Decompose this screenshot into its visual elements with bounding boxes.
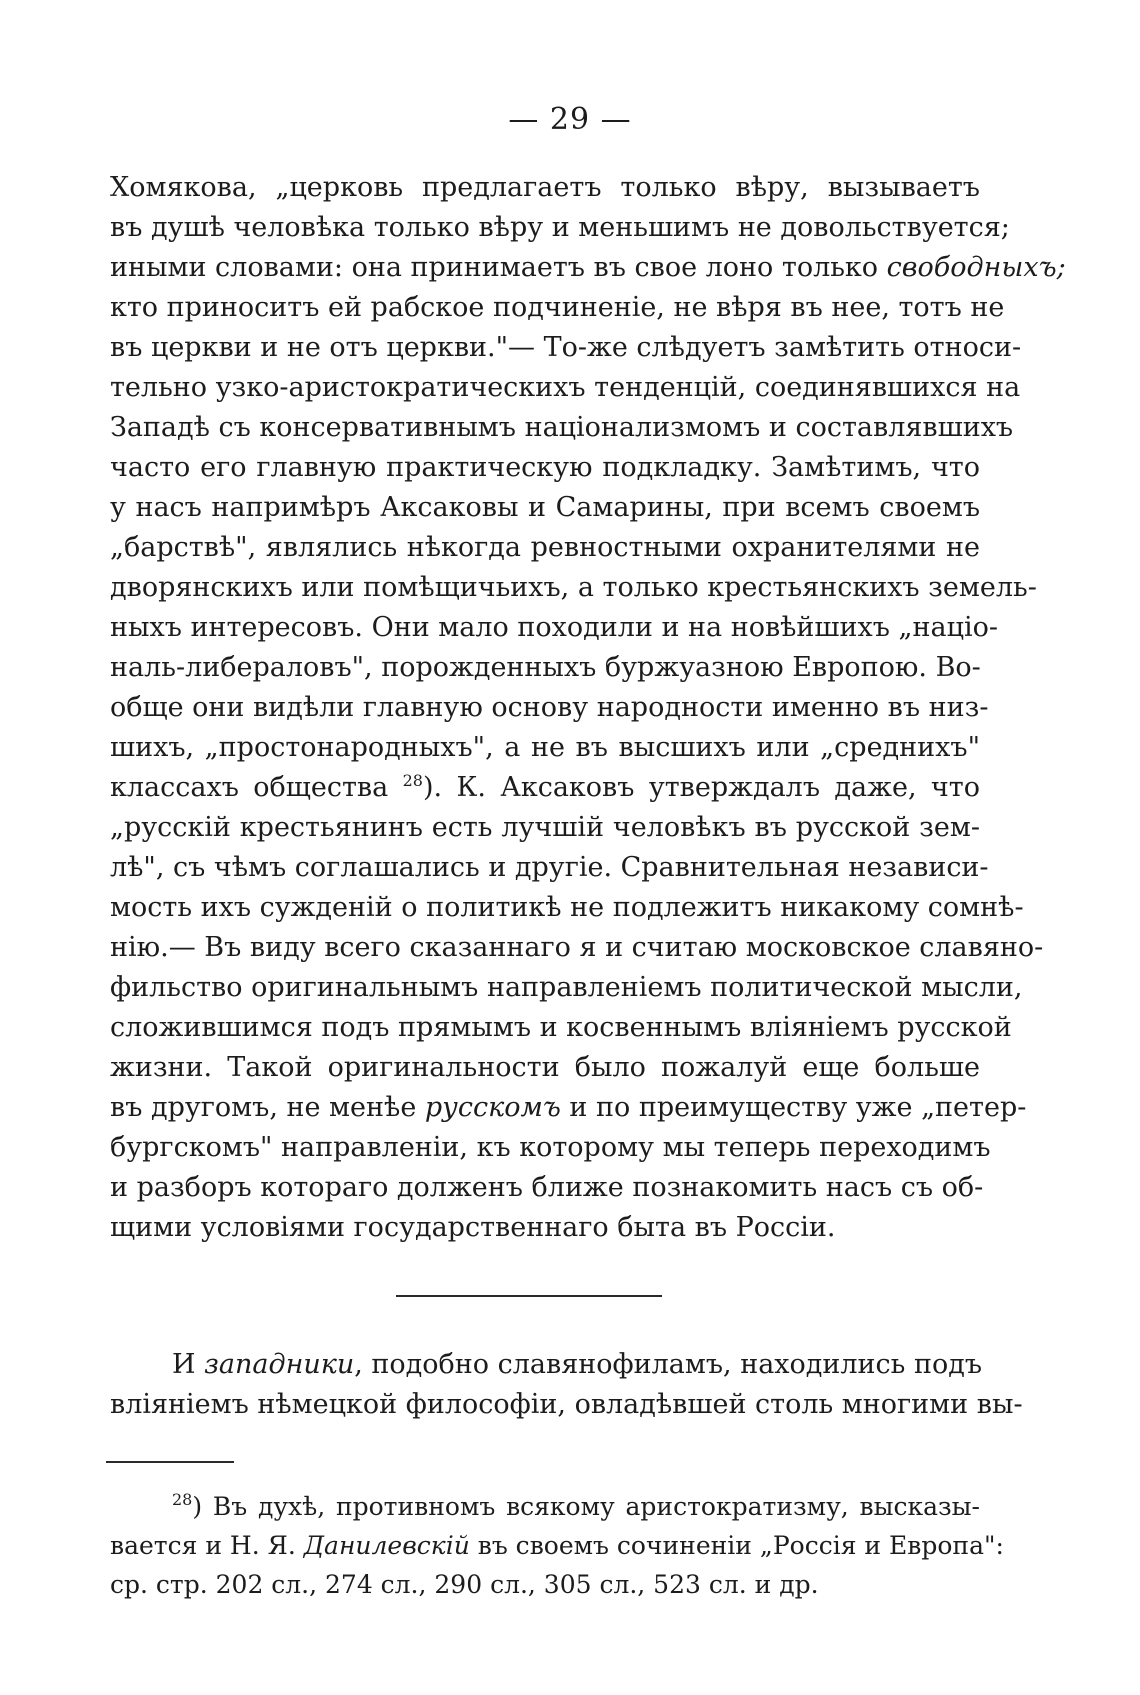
text-line: фильство оригинальнымъ направленіемъ политической мысли, xyxy=(110,972,1023,1003)
footnote-number: 28 xyxy=(172,1490,193,1509)
text-line: часто его главную практическую подкладку. Замѣтимъ, что xyxy=(110,452,980,483)
footnote xyxy=(110,1487,1004,1604)
text-line: тельно узко-аристократическихъ тенденцій, соединявшихся на xyxy=(110,372,1021,403)
text-line: жизни. Такой оригинальности было пожалуй еще больше xyxy=(110,1052,980,1083)
text-fragment: и по преимуществу уже „петер- xyxy=(560,1092,1027,1123)
footnote-line: ср. стр. 202 сл., 274 сл., 290 сл., 305 сл., 523 сл. и др. xyxy=(110,1570,819,1599)
text-fragment: , подобно славянофиламъ, находились подъ xyxy=(354,1349,983,1380)
text-line: „барствѣ", являлись нѣкогда ревностными охранителями не xyxy=(110,532,980,563)
italic-word: русскомъ xyxy=(424,1092,561,1123)
italic-word: западники xyxy=(204,1349,355,1380)
text-fragment: вается и Н. Я. xyxy=(110,1531,304,1560)
text-line: щими условіями государственнаго быта въ Россіи. xyxy=(110,1212,836,1243)
text-fragment: ). К. Аксаковъ утверждалъ даже, что xyxy=(422,772,980,803)
text-line: лѣ", съ чѣмъ соглашались и другіе. Сравнительная независи- xyxy=(110,852,989,883)
text-line xyxy=(110,768,980,808)
text-line xyxy=(110,1088,1027,1128)
text-line: мость ихъ сужденій о политикѣ не подлежитъ никакому сомнѣ- xyxy=(110,892,1024,923)
footnote-reference[interactable]: 28 xyxy=(402,771,423,790)
text-fragment: въ своемъ сочиненіи „Россія и Европа": xyxy=(469,1531,1004,1560)
text-line: кто приноситъ ей рабское подчиненіе, не вѣря въ нее, тотъ не xyxy=(110,292,1005,323)
text-line: дворянскихъ или помѣщичьихъ, а только крестьянскихъ земель- xyxy=(110,572,1037,603)
text-line: иными словами: она принимаетъ въ свое лоно только свободныхъ; xyxy=(110,252,1066,283)
text-line: въ душѣ человѣка только вѣру и меньшимъ не довольствуется; xyxy=(110,212,1010,243)
text-fragment: И xyxy=(172,1349,205,1380)
footnote-line xyxy=(110,1487,980,1526)
text-line: вліяніемъ нѣмецкой философіи, овладѣвшей столь многими вы- xyxy=(110,1389,1023,1420)
text-line: Хомякова, „церковь предлагаетъ только вѣру, вызываетъ xyxy=(110,172,980,203)
text-line: бургскомъ" направленіи, къ которому мы теперь переходимъ xyxy=(110,1132,991,1163)
italic-word: свободныхъ; xyxy=(886,252,1066,283)
italic-word: Данилевскій xyxy=(303,1531,470,1560)
text-line: обще они видѣли главную основу народности именно въ низ- xyxy=(110,692,989,723)
text-line: „русскій крестьянинъ есть лучшій человѣкъ въ русской зем- xyxy=(110,812,980,843)
second-paragraph xyxy=(110,1345,1023,1425)
text-fragment: классахъ общества xyxy=(110,772,389,803)
section-divider xyxy=(396,1295,662,1297)
text-line: и разборъ котораго долженъ ближе познакомить насъ съ об- xyxy=(110,1172,984,1203)
text-fragment: въ другомъ, не менѣе xyxy=(110,1092,417,1123)
text-line: шихъ, „простонародныхъ", а не въ высшихъ или „среднихъ" xyxy=(110,732,980,763)
text-line xyxy=(110,1345,983,1385)
text-line: нію.— Въ виду всего сказаннаго я и считаю московское славяно- xyxy=(110,932,1044,963)
text-line: сложившимся подъ прямымъ и косвеннымъ вліяніемъ русской xyxy=(110,1012,1012,1043)
page-number: — 29 — xyxy=(508,102,632,137)
text-line: наль-либераловъ", порожденныхъ буржуазною Европою. Во- xyxy=(110,652,981,683)
main-paragraph xyxy=(110,168,1066,1248)
text-line: Западѣ съ консервативнымъ націонализмомъ и составлявшихъ xyxy=(110,412,1014,443)
text-fragment: ) Въ духѣ, противномъ всякому аристократизму, высказы- xyxy=(192,1492,980,1521)
text-line: въ церкви и не отъ церкви."— То-же слѣдуетъ замѣтить относи- xyxy=(110,332,1022,363)
footnote-line xyxy=(110,1526,1004,1565)
text-line: у насъ напримѣръ Аксаковы и Самарины, при всемъ своемъ xyxy=(110,492,980,523)
text-line: ныхъ интересовъ. Они мало походили и на новѣйшихъ „націо- xyxy=(110,612,998,643)
footnote-separator xyxy=(106,1461,234,1463)
